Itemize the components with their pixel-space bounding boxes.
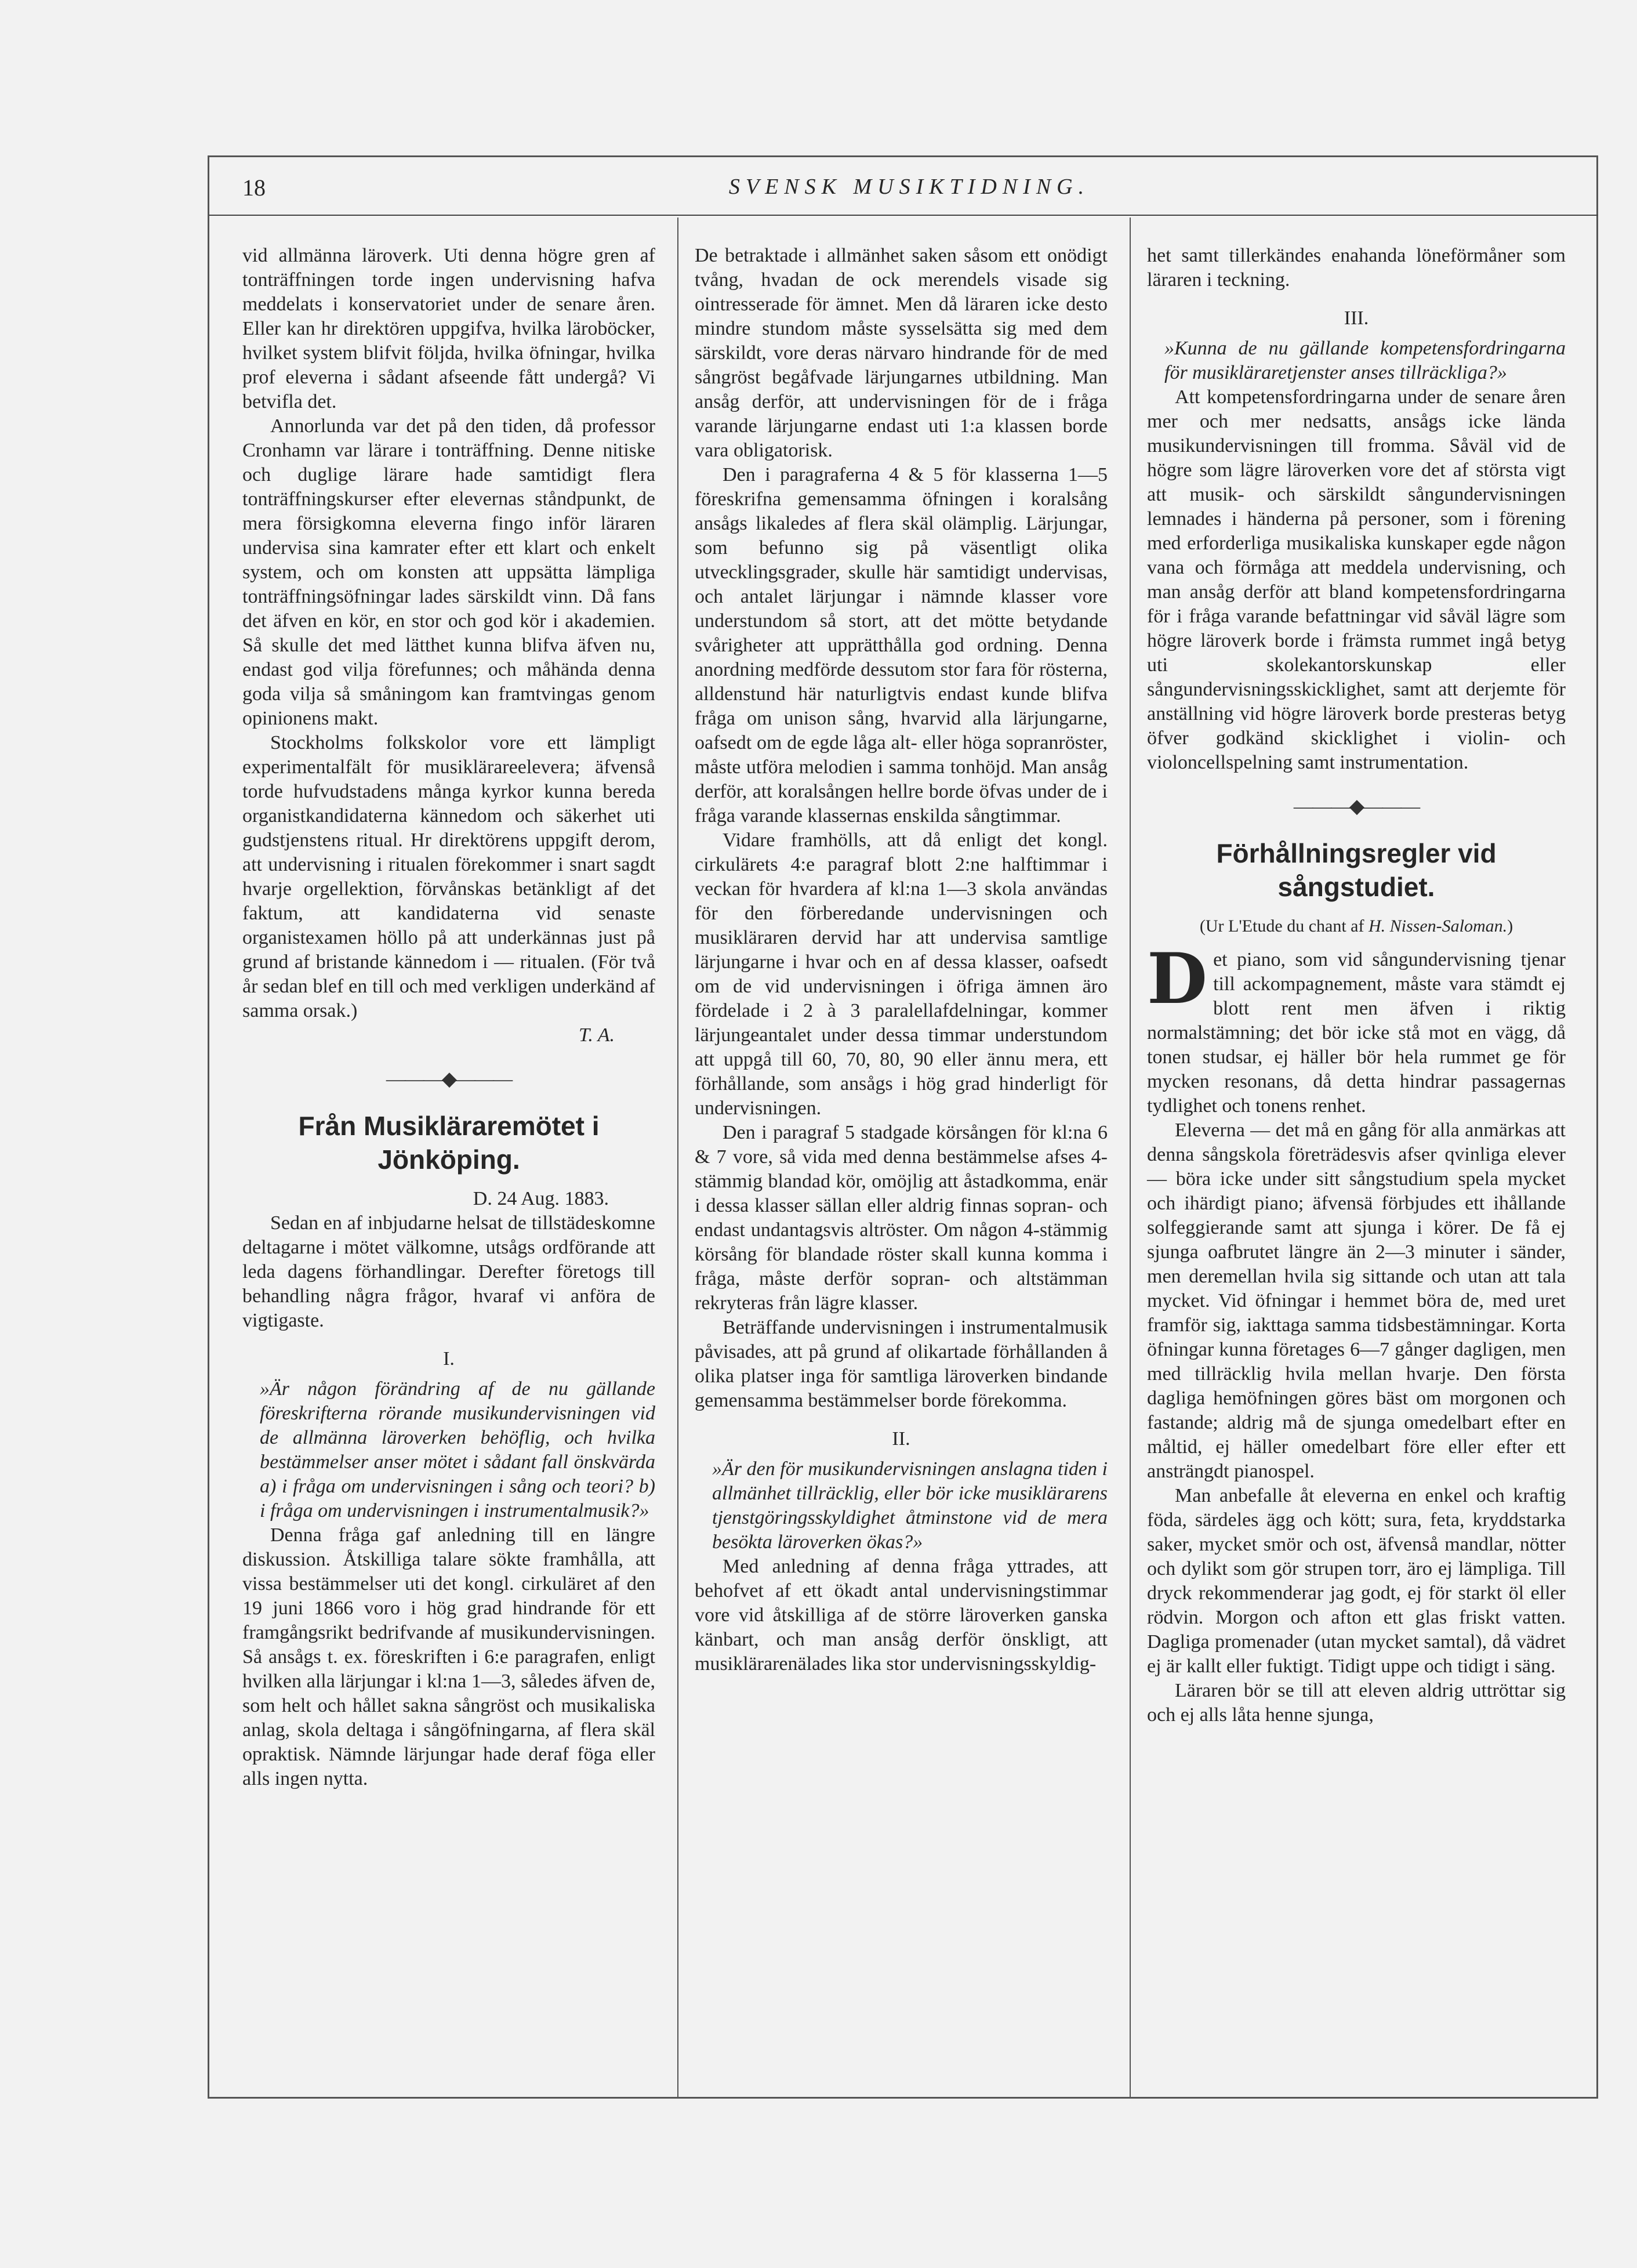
column-divider-2 bbox=[1130, 218, 1131, 2097]
column-2 bbox=[695, 244, 1108, 1676]
col2-paragraph: Den i paragraferna 4 & 5 för klasserna 1—5 föreskrifna gemensamma öfningen i koralsång ansågs likaledes af flera skäl olämplig. Lärjungar, som befunno sig på väsentligt olika utvecklingsgrader, skulle här samtidigt undervisas, och antalet lärjungar i nämnde klasser vore understundom så stort, att det mötte betydande svårigheter att upprätthålla god ordning. Denna anordning medförde dessutom stor fara för rösterna, alldenstund här naturligtvis endast kunde blifva fråga om unison sång, hvarvid alla lärjungarne, oafsedt om de egde låga alt- eller höga sopranröster, måste utföra melodien i samma tonhöjd. Man ansåg derför, att koralsången hellre borde öfvas under de i fråga varande klassernas enskilda sångtimmar. bbox=[695, 464, 1108, 827]
column-divider-1 bbox=[677, 218, 678, 2097]
question-2: »Är den för musikundervisningen anslagna tiden i allmänhet tillräcklig, eller bör icke musiklärarens tjenstgöringsskyldighet åtminstone vid de mera besökta läroverken ökas?» bbox=[712, 1458, 1108, 1553]
dateline: D. 24 Aug. 1883. bbox=[473, 1188, 609, 1209]
header-rule bbox=[209, 215, 1598, 216]
page-number: 18 bbox=[242, 175, 266, 201]
col1-paragraph: vid allmänna läroverk. Uti denna högre gren af tonträffningen torde ingen undervisning hafva meddelats i konservatoriet under de senare åren. Eller kan hr direktören uppgifva, hvilka läroböcker, hvilket system blifvit följda, hvilka öfningar, hvilka prof eleverna i sådant afseende fått undergå? Vi betvifla det. bbox=[242, 245, 655, 412]
col1-paragraph: Stockholms folkskolor vore ett lämpligt experimentalfält för musiklärareelevera; äfvenså torde hufvudstadens många kyrkor kunna bereda organistkandidaterna kännedom och säkerhet uti gudstjenstens ritual. Hr direktörens uppgift derom, att undervisning i ritualen förekommer i snart sagdt hvarje orgellektion, förvånskas betänkligt af det faktum, att kandidaterna vid senaste organistexamen höllo på att underkännas just på grund af bristande kännedom i — ritualen. (För två år sedan blef en till och med verkligen underkänd af samma orsak.) bbox=[242, 732, 655, 1021]
first-paragraph-text: et piano, som vid sångundervisning tjenar till ackompagnement, måste vara stämdt ej blott rent men äfven i riktig normalstämning; det bör icke stå mot en vägg, då tonen studsar, ej häller bör hela rummet ge för mycken resonans, då detta hindrar passagernas tydlighet och tonens renhet. bbox=[1147, 949, 1566, 1117]
intro-paragraph: Sedan en af inbjudarne helsat de tillstädeskomne deltagarne i mötet välkomne, utsågs ordförande att leda dagens förhandlingar. Derefter företogs till behandling några frågor, hvaraf vi anföra de vigtigaste. bbox=[242, 1212, 655, 1331]
col2-paragraph: De betraktade i allmänhet saken såsom ett onödigt tvång, hvadan de ock merendels visade sig ointresserade för ämnet. Men då läraren icke desto mindre stundom måste sysselsätta sig med dem särskildt, vore deras närvaro hindrande för de med sångröst begåfvade lärjungarnes utbildning. Man ansåg derför, att undervisningen för de i fråga varande lärjungarne endast uti 1:a klassen borde vara obligatorisk. bbox=[695, 245, 1108, 461]
article-signature: T. A. bbox=[578, 1024, 615, 1046]
source-prefix: (Ur L'Etude du chant af bbox=[1199, 916, 1369, 936]
section-ornament: ———◆——— bbox=[1293, 796, 1420, 817]
page-header bbox=[242, 174, 1576, 209]
question-1: »Är någon förändring af de nu gällande föreskrifterna rörande musikundervisningen vid de allmänna läroverken behöflig, och hvilka bestämmelser anser mötet i sådant fall önskvärda a) i fråga om undervisningen i sång och teori? b) i fråga om undervisningen i instrumentalmusik?» bbox=[260, 1378, 655, 1521]
running-title: SVENSK MUSIKTIDNING. bbox=[728, 175, 1090, 199]
article-source bbox=[1147, 914, 1566, 939]
first-paragraph bbox=[1147, 938, 1566, 1118]
column-3 bbox=[1147, 244, 1566, 1727]
section-ornament: ———◆——— bbox=[386, 1068, 512, 1090]
article-heading: Från Musikläraremötet i Jönköping. bbox=[298, 1111, 600, 1175]
source-author: H. Nissen-Saloman. bbox=[1368, 916, 1508, 936]
answer-1: Denna fråga gaf anledning till en längre diskussion. Åtskilliga talare sökte framhålla, att vissa bestämmelser uti det kongl. cirkuläret af den 19 juni 1866 voro i hög grad hindrande för ett framgångsrikt bedrifvande af musikundervisningen. Så ansågs t. ex. föreskriften i 6:e paragrafen, enligt hvilken alla lärjungar i kl:na 1—3, således äfven de, som helt och hållet sakna sångröst och musikaliska anlag, skola deltaga i sångöfningarna, af flera skäl opraktisk. Nämnde lärjungar hade deraf föga eller alls ingen nytta. bbox=[242, 1524, 655, 1789]
source-suffix: ) bbox=[1507, 916, 1513, 936]
section-number-i: I. bbox=[443, 1348, 455, 1370]
answer-3: Att kompetensfordringarna under de senare åren mer och mer nedsatts, ansågs icke lända musikundervisningen till fromma. Såväl vid de högre som lägre läroverken vore det af största vigt att musik- och särskildt sångundervisningen lemnades i händerna på personer, som i förening med erforderliga musikaliska kunskaper egde någon vana och förmåga att meddela undervisning, och man ansåg derför att bland kompetensfordringarna för i fråga varande befattningar vid såväl lägre som högre läroverk borde i främsta rummet ingå betyg uti skolekantorskunskap eller sångundervisningsskicklighet, samt att derjemte för anställning vid högre läroverk borde presteras betyg öfver godkänd skicklighet i violin- och violoncellspelning samt instrumentation. bbox=[1147, 386, 1566, 773]
col2-paragraph: Den i paragraf 5 stadgade körsången för kl:na 6 & 7 vore, så vida med denna bestämmelse afses 4-stämmig blandad kör, omöjlig att åstadkomma, enär i dessa klasser sällan eller aldrig finnas sopran- och endast undantagsvis altröster. Om någon 4-stämmig körsång för blandade röster skall kunna komma i fråga, måste derför sopran- och altstämman rekryteras från lägre klasser. bbox=[695, 1122, 1108, 1314]
section-number-ii: II. bbox=[892, 1428, 910, 1450]
col3-paragraph: Eleverna — det må en gång för alla anmärkas att denna sångskola företrädesvis afser qvinliga elever — böra icke under sitt sångstudium spela mycket och ihärdigt piano; äfvensä förbjudes ett ihållande solfeggierande samt att sjunga i körer. De få ej sjunga oafbrutet längre än 2—3 minuter i sänder, men deremellan hvila sig sittande och utan att tala mycket. Vid öfningar i hemmet böra de, med uret framför sig, iakttaga samma tidsbestämningar. Korta öfningar kunna företages 6—7 gånger dagligen, men med tillräcklig hvila mellan hvarje. Den första dagliga hemöfningen göres bäst om morgonen och fastande; aldrig må de sjunga omedelbart efter en måltid, ej häller omedelbart före eller efter ett ansträngdt pianospel. bbox=[1147, 1119, 1566, 1482]
column-1 bbox=[242, 244, 655, 1791]
section-number-iii: III. bbox=[1344, 307, 1369, 329]
drop-cap: D bbox=[1147, 938, 1208, 1020]
col1-paragraph: Annorlunda var det på den tiden, då professor Cronhamn var lärare i tonträffning. Denne nitiske och duglige lärare hade samtidigt flera tonträffningskurser efter elevernas ståndpunkt, de mera försigkomna eleverna fingo inför läraren undervisa sina kamrater efter ett klart och enkelt system, och om konsten att uppsätta lämpliga tonträffningsöfningar lades särskildt vinn. Då fans det äfven en kör, en stor och god kör i akademien. Så skulle det med lätthet kunna blifva äfven nu, endast god vilja förefunnes; och måhända denna goda vilja så småningom kan framtvingas genom opinionens makt. bbox=[242, 415, 655, 729]
answer-2: Med anledning af denna fråga yttrades, att behofvet af ett ökadt antal undervisningstimmar vore vid åtskilliga af de större läroverken ganska känbart, och man ansåg derför önskligt, att musiklärarenälades lika stor undervisningsskyldig- bbox=[695, 1556, 1108, 1675]
col3-lead: het samt tillerkändes enahanda löneförmåner som läraren i teckning. bbox=[1147, 245, 1566, 291]
article-heading: Förhållningsregler vid sångstudiet. bbox=[1216, 838, 1497, 902]
col2-paragraph: Vidare framhölls, att då enligt det kongl. cirkulärets 4:e paragraf blott 2:ne halftimmar i veckan för hvardera af kl:na 1—3 skola användas för den förberedande undervisningen och musikläraren dervid har att undervisa samtlige lärjungarne i hvar och en af dessa klasser, oafsedt om de vid undervisningen i öfriga ämnen äro fördelade i 2 à 3 paralellafdelningar, kommer lärjungeantalet under dessa timmar understundom att uppgå till 60, 70, 80, 90 eller ännu mera, ett förhållande, som ansågs i hög grad hinderligt för undervisningen. bbox=[695, 829, 1108, 1119]
col3-paragraph: Man anbefalle åt eleverna en enkel och kraftig föda, särdeles ägg och kött; sura, feta, kryddstarka saker, mycket smör och ost, äfvenså mandlar, nötter och dylikt som gör strupen torr, äro ej lämpliga. Till dryck rekommenderar jag godt, ej för starkt öl eller rödvin. Morgon och afton ett glas friskt vatten. Dagliga promenader (utan mycket samtal), då vädret ej är kallt eller fuktigt. Tidigt uppe och tidigt i säng. bbox=[1147, 1485, 1566, 1677]
col2-paragraph: Beträffande undervisningen i instrumentalmusik påvisades, att på grund af olikartade förhållanden å olika platser inga för samtliga läroverken bindande gemensamma bestämmelser borde förekomma. bbox=[695, 1317, 1108, 1411]
question-3: »Kunna de nu gällande kompetensfordringarna för musikläraretjenster anses tillräckliga?» bbox=[1164, 338, 1566, 383]
col3-paragraph: Läraren bör se till att eleven aldrig uttröttar sig och ej alls låta henne sjunga, bbox=[1147, 1680, 1566, 1726]
